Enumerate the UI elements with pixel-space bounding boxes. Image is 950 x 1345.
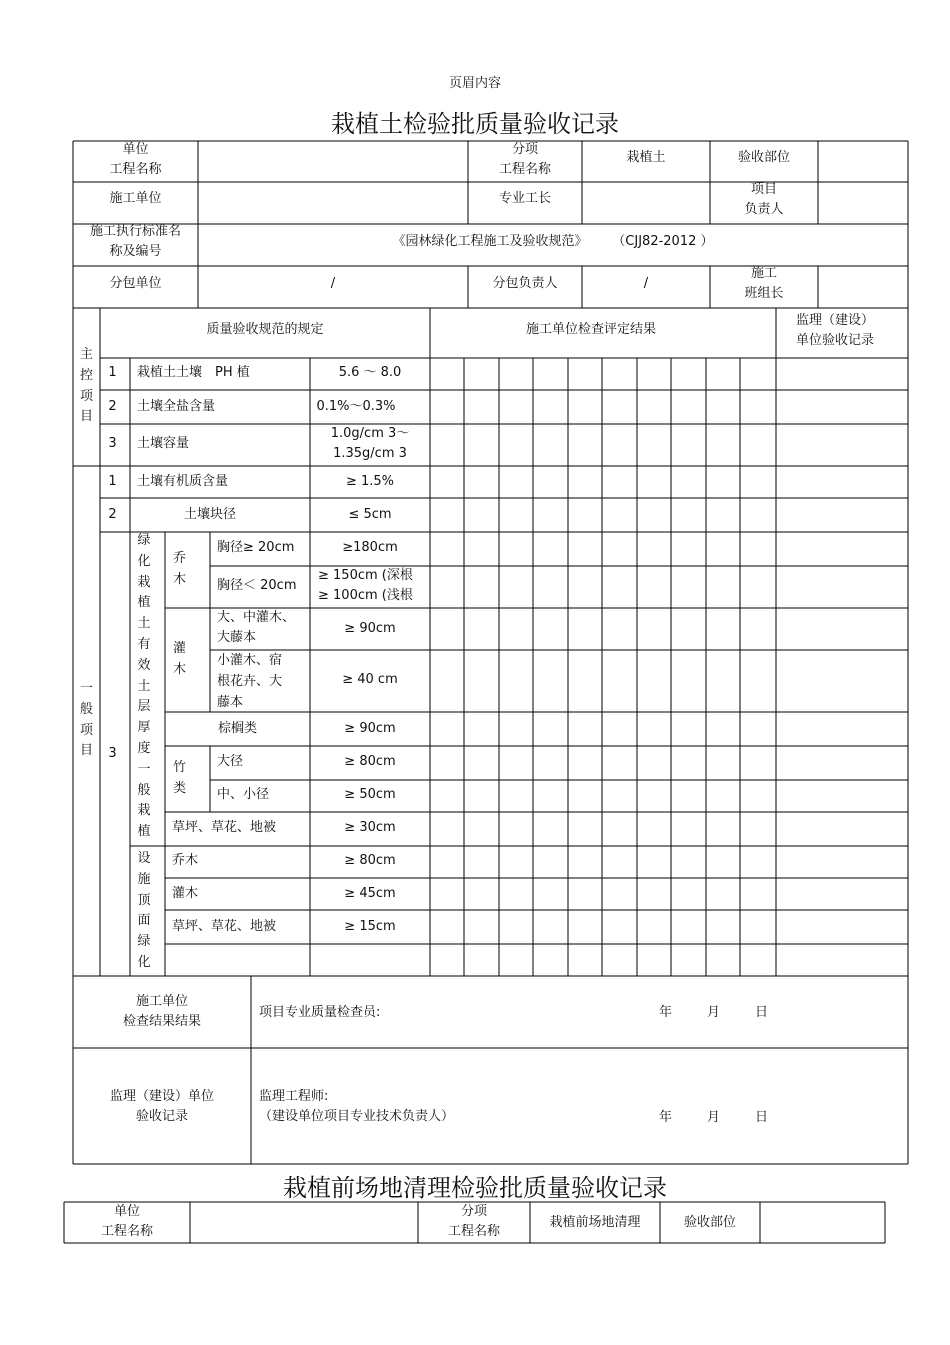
date-day: 日 xyxy=(755,1005,769,1020)
detail-name: 胸径＜ 20cm xyxy=(217,578,297,593)
date-day: 日 xyxy=(755,1110,769,1125)
supervision-acceptance-label: 监理（建设）单位 验收记录 xyxy=(109,1089,214,1124)
team-leader-field[interactable] xyxy=(819,267,907,307)
detail-name: 胸径≥ 20cm xyxy=(217,540,295,555)
main-item-no: 3 xyxy=(108,436,117,451)
general-item-value: ≥ 1.5% xyxy=(345,474,395,489)
general-item-no: 3 xyxy=(108,746,117,761)
general-item-no: 2 xyxy=(108,507,117,522)
spec-header: 质量验收规范的规定 xyxy=(206,322,324,337)
detail-value: ≥ 30cm xyxy=(344,820,396,835)
main-item-no: 1 xyxy=(108,365,117,380)
general-item-value: ≤ 5cm xyxy=(348,507,392,522)
date-month: 月 xyxy=(707,1110,721,1125)
shrub-category-label: 灌 木 xyxy=(173,641,187,677)
subcontractor-lead-label: 分包负责人 xyxy=(492,276,558,291)
roof-greening-label: 设 施 顶 面 绿 化 xyxy=(137,851,151,970)
detail-value: ≥ 90cm xyxy=(344,721,396,736)
foreman-label: 专业工长 xyxy=(498,191,551,206)
main-item-value: 5.6 ～ 8.0 xyxy=(338,365,402,380)
subitem-name-label: 分项 工程名称 xyxy=(447,1204,500,1239)
page-header: 页眉内容 xyxy=(448,76,501,91)
second-form-title: 栽植前场地清理检验批质量验收记录 xyxy=(283,1174,667,1202)
subitem-name-value[interactable]: 栽植前场地清理 xyxy=(549,1215,641,1230)
main-item-value: 1.0g/cm 3～ 1.35g/cm 3 xyxy=(330,426,410,461)
acceptance-part-label: 验收部位 xyxy=(737,150,790,165)
bamboo-category-label: 竹 类 xyxy=(173,760,187,796)
detail-name: 小灌木、宿 根花卉、大 藤本 xyxy=(217,653,283,710)
unit-name-field[interactable] xyxy=(199,142,467,181)
detail-value: ≥ 80cm xyxy=(344,853,396,868)
unit-name-label: 单位 工程名称 xyxy=(100,1204,153,1239)
detail-name: 灌木 xyxy=(172,886,199,901)
acceptance-part-field[interactable] xyxy=(761,1203,884,1242)
main-item-name: 栽植土土壤 PH 植 xyxy=(137,365,250,380)
subitem-name-label: 分项 工程名称 xyxy=(498,142,551,177)
detail-value: ≥ 50cm xyxy=(344,787,396,802)
main-item-name: 土壤全盐含量 xyxy=(137,399,216,414)
team-leader-label: 施工 班组长 xyxy=(744,266,784,301)
form-title: 栽植土检验批质量验收记录 xyxy=(331,110,619,138)
standard-value[interactable]: 《园林绿化工程施工及验收规范》 （CJJ82-2012 ） xyxy=(392,234,714,249)
acceptance-part-label: 验收部位 xyxy=(683,1215,736,1230)
main-item-value: 0.1%～0.3% xyxy=(316,399,396,414)
detail-name: 大径 xyxy=(217,754,244,769)
project-manager-label: 项目 负责人 xyxy=(744,182,784,217)
constructor-check-label: 施工单位 检查结果结果 xyxy=(122,994,201,1029)
detail-name: 草坪、草花、地被 xyxy=(172,919,277,934)
main-item-no: 2 xyxy=(108,399,117,414)
subcontractor-lead-value[interactable]: / xyxy=(643,276,649,291)
detail-value: ≥ 45cm xyxy=(344,886,396,901)
tree-category-label: 乔 木 xyxy=(173,551,187,587)
result-header: 施工单位检查评定结果 xyxy=(525,322,656,337)
unit-name-label: 单位 工程名称 xyxy=(109,142,162,177)
detail-value: ≥ 80cm xyxy=(344,754,396,769)
detail-name: 中、小径 xyxy=(217,787,270,802)
constructor-label: 施工单位 xyxy=(109,191,162,206)
detail-value: ≥180cm xyxy=(342,540,398,555)
subitem-name-value[interactable]: 栽植土 xyxy=(626,150,666,165)
acceptance-part-field[interactable] xyxy=(819,142,907,181)
project-manager-field[interactable] xyxy=(819,183,907,223)
supervising-engineer-field[interactable]: 监理工程师: （建设单位项目专业技术负责人） xyxy=(259,1089,455,1124)
unit-name-field[interactable] xyxy=(191,1203,417,1242)
planting-soil-thickness-label: 绿 化 栽 植 土 有 效 土 层 厚 度 一 般 栽 植 xyxy=(137,533,151,840)
detail-name: 棕榈类 xyxy=(217,721,257,736)
detail-value: ≥ 15cm xyxy=(344,919,396,934)
supervision-header: 监理（建设） 单位验收记录 xyxy=(796,313,875,348)
main-item-name: 土壤容量 xyxy=(137,436,190,451)
subcontractor-label: 分包单位 xyxy=(109,276,162,291)
constructor-field[interactable] xyxy=(199,183,467,223)
date-year: 年 xyxy=(659,1005,673,1020)
quality-inspector-field[interactable]: 项目专业质量检查员: xyxy=(259,1005,381,1020)
subcontractor-value[interactable]: / xyxy=(330,276,336,291)
detail-value: ≥ 150cm (深根 ≥ 100cm (浅根 xyxy=(318,568,413,603)
detail-value: ≥ 90cm xyxy=(344,621,396,636)
general-item-label: 一 般 项 目 xyxy=(79,681,93,759)
general-item-name: 土壤有机质含量 xyxy=(137,474,229,489)
detail-value: ≥ 40 cm xyxy=(342,672,398,687)
detail-name: 乔木 xyxy=(172,853,199,868)
standard-label: 施工执行标准名 称及编号 xyxy=(89,224,181,259)
main-control-label: 主 控 项 目 xyxy=(79,347,93,425)
date-month: 月 xyxy=(707,1005,721,1020)
general-item-name: 土壤块径 xyxy=(183,507,236,522)
foreman-field[interactable] xyxy=(583,183,709,223)
date-year: 年 xyxy=(659,1110,673,1125)
general-item-no: 1 xyxy=(108,474,117,489)
detail-name: 大、中灌木、 大藤本 xyxy=(217,610,296,645)
detail-name: 草坪、草花、地被 xyxy=(172,820,277,835)
